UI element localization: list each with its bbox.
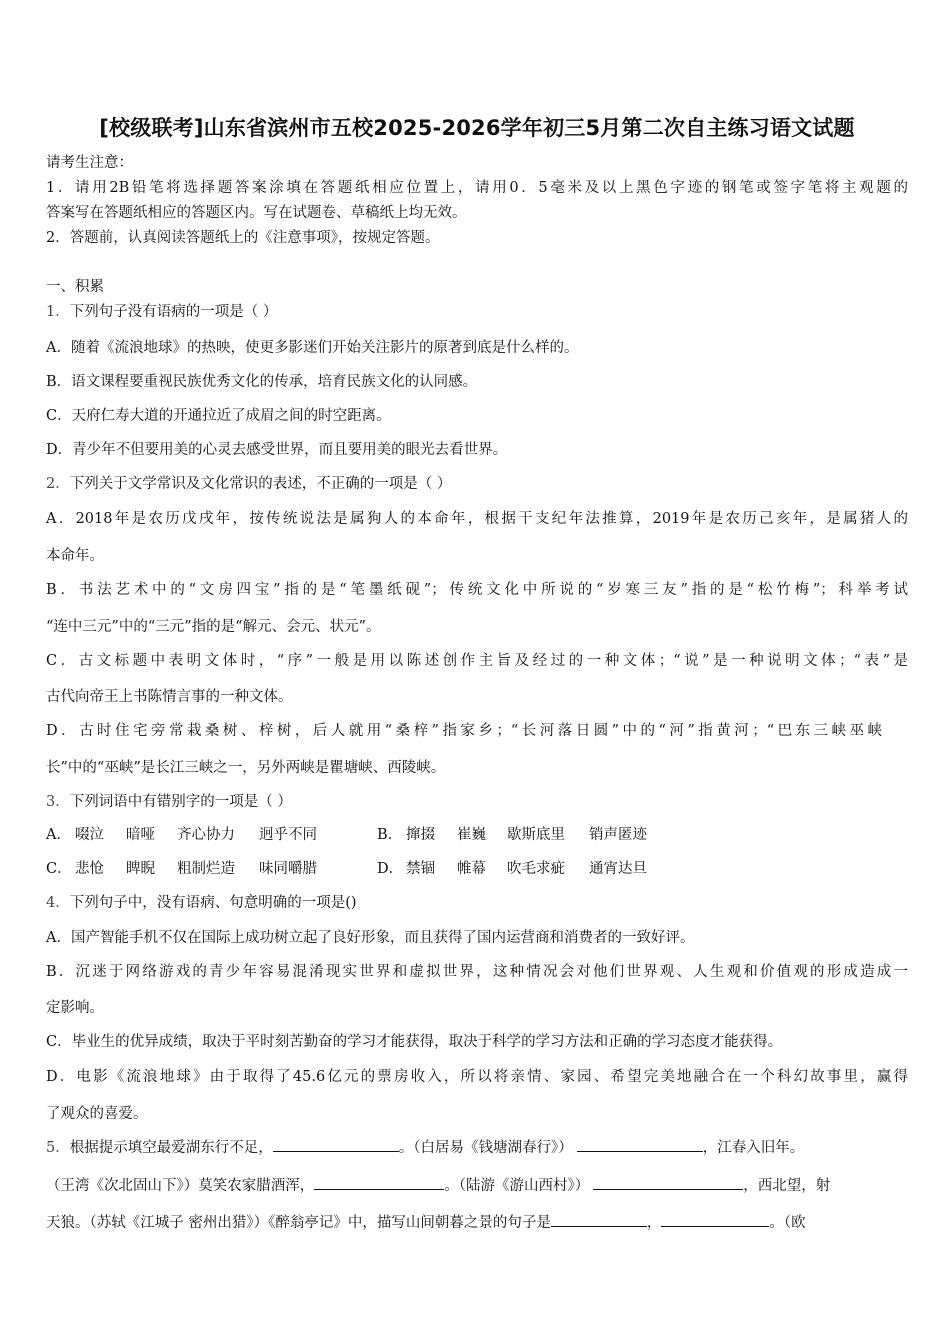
question-text: ，江春入旧年。: [702, 1140, 805, 1156]
question-4-option-a: A．国产智能手机不仅在国际上成功树立起了良好形象，而且获得了国内运营商和消费者的一致好评。: [46, 930, 695, 946]
question-4-option-b: B．沉迷于网络游戏的青少年容易混淆现实世界和虚拟世界，这种情况会对他们世界观、人生观和价值观的形成造成一: [46, 964, 908, 980]
option-word: 睥睨: [126, 861, 155, 877]
question-1-option-c: C．天府仁寿大道的开通拉近了成眉之间的时空距离。: [46, 408, 391, 424]
fill-blank[interactable]: [593, 1175, 743, 1190]
option-word: 粗制烂造: [177, 861, 235, 877]
question-4-option-b-cont: 定影响。: [46, 1000, 104, 1016]
option-word: 齐心协力: [177, 827, 235, 843]
question-number: 2．: [46, 476, 70, 492]
question-5-line-3: [46, 1212, 908, 1233]
option-word: 味同嚼腊: [259, 861, 317, 877]
question-3-stem: [46, 792, 292, 812]
question-number: 4．: [46, 895, 70, 911]
option-label: A．: [46, 827, 71, 843]
question-1-option-b: B．语文课程要重视民族优秀文化的传承，培育民族文化的认同感。: [46, 374, 478, 390]
question-1-option-d: D．青少年不但要用美的心灵去感受世界，而且要用美的眼光去看世界。: [46, 442, 508, 458]
question-4-option-d: D．电影《流浪地球》由于取得了45.6亿元的票房收入，所以将亲情、家园、希望完美地融合在一个科幻故事里，赢得: [46, 1069, 908, 1085]
question-4-stem: [46, 893, 357, 913]
fill-blank[interactable]: [273, 1137, 399, 1152]
question-2-option-a-cont: 本命年。: [46, 548, 104, 564]
page-title: [校级联考]山东省滨州市五校2025-2026学年初三5月第二次自主练习语文试题: [99, 116, 855, 140]
question-text: 。（陆游《游山西村》）: [444, 1178, 590, 1194]
question-2-option-d: D．古时住宅旁常栽桑树、梓树，后人就用“桑梓”指家乡；“长河落日圆”中的“河”指黄河；“巴东三峡巫峡: [46, 723, 882, 739]
question-text: ，: [646, 1215, 662, 1231]
question-4-option-d-cont: 了观众的喜爱。: [46, 1106, 148, 1122]
option-word: 帷幕: [457, 861, 486, 877]
section-heading: 一、积累: [46, 279, 104, 295]
question-number: 5．: [46, 1140, 70, 1156]
option-word: 迥乎不同: [259, 827, 317, 843]
option-word: 吹毛求疵: [507, 861, 565, 877]
question-text: 下列句子没有语病的一项是（ ）: [69, 304, 278, 320]
question-text: 下列词语中有错别字的一项是（ ）: [69, 794, 292, 810]
notice-heading: 请考生注意：: [46, 155, 133, 171]
question-2-option-d-cont: 长”中的“巫峡”是长江三峡之一，另外两峡是瞿塘峡、西陵峡。: [46, 760, 446, 776]
question-5-line-2: [46, 1175, 908, 1196]
question-2-option-b: B．书法艺术中的“文房四宝”指的是“笔墨纸砚”；传统文化中所说的“岁寒三友”指的是“松竹梅”；科举考试: [46, 582, 908, 598]
question-number: 3．: [46, 794, 70, 810]
question-2-stem: [46, 474, 451, 494]
question-2-option-c: C．古文标题中表明文体时，“序”一般是用以陈述创作主旨及经过的一种文体；“说”是一种说明文体；“表”是: [46, 653, 908, 669]
fill-blank[interactable]: [661, 1212, 769, 1227]
question-text: 下列关于文学常识及文化常识的表述，不正确的一项是（ ）: [69, 476, 452, 492]
option-label: B．: [377, 827, 403, 843]
option-word: 销声匿迹: [589, 827, 647, 843]
question-text: （王湾《次北固山下》）莫笑农家腊酒浑，: [46, 1178, 315, 1194]
notice-line: 2．答题前，认真阅读答题纸上的《注意事项》，按规定答题。: [46, 230, 440, 246]
question-text: 。（白居易《钱塘湖春行》）: [398, 1140, 573, 1156]
notice-line: 答案写在答题纸相应的答题区内。写在试题卷、草稿纸上均无效。: [46, 205, 467, 221]
question-text: 下列句子中，没有语病、句意明确的一项是(): [69, 895, 357, 911]
option-word: 啜泣: [75, 827, 104, 843]
question-text: 根据提示填空最爱湖东行不足，: [69, 1140, 273, 1156]
option-word: 歇斯底里: [507, 827, 565, 843]
option-word: 暗哑: [126, 827, 155, 843]
question-text: 。（欧: [769, 1215, 806, 1231]
question-number: 1．: [46, 304, 70, 320]
option-label: D．: [377, 861, 404, 877]
question-text: ，西北望，射: [743, 1178, 831, 1194]
question-2-option-c-cont: 古代向帝王上书陈情言事的一种文体。: [46, 689, 293, 705]
option-label: C．: [46, 861, 72, 877]
option-word: 崔巍: [457, 827, 486, 843]
question-4-option-c: C．毕业生的优异成绩，取决于平时刻苦勤奋的学习才能获得，取决于科学的学习方法和正确的学习态度才能获得。: [46, 1034, 783, 1050]
option-word: 撺掇: [406, 827, 435, 843]
question-2-option-a: A．2018年是农历戊戌年，按传统说法是属狗人的本命年，根据干支纪年法推算，2019年是农历己亥年，是属猪人的: [46, 511, 908, 527]
option-word: 通宵达旦: [589, 861, 647, 877]
fill-blank[interactable]: [551, 1212, 647, 1227]
question-5-line-1: [46, 1137, 908, 1158]
question-text: 天狼。（苏轼《江城子 密州出猎》）《醉翁亭记》中，描写山间朝暮之景的句子是: [46, 1215, 551, 1231]
question-2-option-b-cont: “连中三元”中的“三元”指的是“解元、会元、状元”。: [46, 619, 381, 635]
question-1-option-a: A．随着《流浪地球》的热映，使更多影迷们开始关注影片的原著到底是什么样的。: [46, 340, 579, 356]
question-1-stem: [46, 302, 277, 322]
option-word: 悲怆: [75, 861, 104, 877]
fill-blank[interactable]: [314, 1175, 444, 1190]
notice-line: 1．请用2B铅笔将选择题答案涂填在答题纸相应位置上，请用0．5毫米及以上黑色字迹的钢笔或签字笔将主观题的: [46, 180, 908, 196]
fill-blank[interactable]: [577, 1137, 703, 1152]
option-word: 禁锢: [406, 861, 435, 877]
